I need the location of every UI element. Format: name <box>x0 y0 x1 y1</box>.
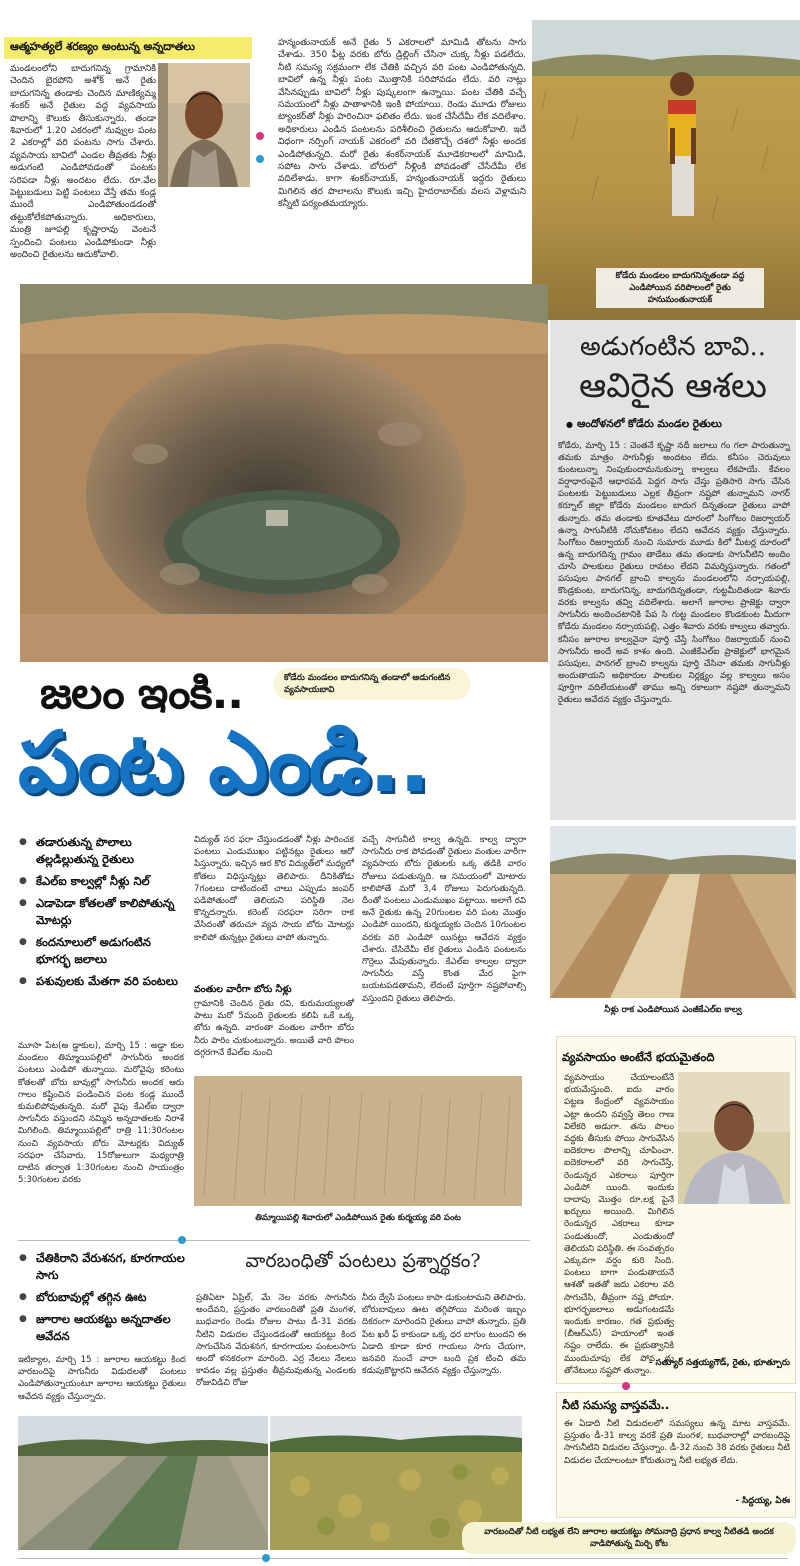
farmer-quote-body-wide <box>564 1206 790 1356</box>
farmer-quote-body: వ్యవసాయం చేయాలంటేనే భయమేస్తుంది. ఐదు వారం పట్టణ కేంద్రంలో వ్యవసాయం ఎట్లా ఉందని నవ్వస్తే తెలం గాణ విలేకరి అడుగా. తను పొలం వద్దకు తీసుకు పోయి సాగువేసిన ఐదెకరాల పొలాన్ని చూపించా. ఐదెకరాలలో వరి సాగుచేస్తే, రెండున్నర ఎకరాలు పూర్తిగా ఎండిపో యింది. ఇందుకు దాదాపు మొత్తం రూ.లక్ష పైనే ఖర్చులు అయింది. మిగిలిన రెండున్నర ఎకరాలు కూడా పండుతుందో, ఎండుతుందో తెలియని పరిస్థితి. ఈ సంవత్సరం ఎక్కువగా వర్షం కురి సింది. పంటలు బాగా పండుతాయనే ఆశతో ఇతతో జదు ఎకరాల వరి సాగుచేసి, తీవ్రంగా నష్ట పోయా. భూగర్భజలాలు అడుగంటడమే ఇందుకు కారణం. గత ప్రభుత్వ (బీఆర్‌ఎస్) హయాంలో ఇంత నష్టం రాలేదు. ఈ ప్రభుత్వానికి ముందుచూపు లేక పోవ డు తోనేటులు నష్టపో తున్నాం. <box>564 1073 674 1376</box>
dry-well-photo <box>20 284 548 662</box>
divider-dot-5 <box>262 1554 270 1562</box>
bullet-item: ● జూరాల ఆయకట్టు అన్నదాతల ఆవేదన <box>16 1311 188 1345</box>
bullet-item: ● ఎడాపెడా కోతలతో కాలిపోతున్న మోటర్లు <box>16 895 186 929</box>
story1-heading: ఆత్మహత్యలే శరణ్యం అంటున్న అన్నదాతలు <box>4 37 252 59</box>
bullet-icon: ● <box>566 420 573 429</box>
main-story-col3: వచ్చే సాగునీటి కాల్వ ఉన్నది. కాల్వ ద్వారా సాగునీరు రాక పోవడంతో రైతులు వంతుల వారీగా వ్యవసాయ బోరు రైతులకు ఒక్క తడికి వారం రోజులు పడుతున్నది. ఆ సమయంలో మోటారు కాలిపోతే మరో 3,4 రోజులు పెరుగుతున్నది. దీంతో పంటలు ఎండుముఖం పట్టాయి. అలాగే రవి అనే రైతుకు ఉన్న 20గుంటల వరి పంట మొత్తం ఎండిపో యిందని, కుర్మయ్యకు చెందిన 10గుంటల వరకు వరి ఎండిపో యినట్లు ఆవేదన వ్యక్తం చేశారు. చేసిదేమీ లేక రైతులు ఎండిన పంటలను గొర్రెలు మేపుతున్నారు. కేఎల్ఐ కాల్వల ద్వారా సాగునీరు వస్తే కొంత మేర పైగా బయటపడతామని, లేదంటే పూర్తిగా నష్టపోవాల్సి వస్తుందని రైతులు తెలిపారు. <box>362 835 526 1004</box>
dry-well-photo-caption: కోడేరు మండలం బాదుగనిన్న తండాలో అడుగంటిన వ్యవసాయబావి <box>274 668 470 700</box>
headline-line2: పంట ఎండి.. <box>18 713 429 811</box>
main-story-col1: మూసా పేట(అ డ్డాకుల), మార్చి 15 : అడ్డా కుల మండలం తిమ్మాయిపల్లిలో సాగునీరు అందక పంటలు ఎండిపో తున్నాయి. మరోవైపు కరెంటు కోతలతో బోరు బావుల్లో సాగునీరు అందక ఆరు గాలం కష్టించిన పండించిన పంట కండ్ల ముందే కుమలిపోవుతున్నది. మరో వైపు కేఎల్ఐ ద్వారా సాగునీరు వస్తుందని నమ్మిన అన్నదాతలకు నిరాశే మిగిలింది. తిమ్మాయిపల్లిలో రాత్రి 11:30గంటల నుంచి వ్యవసాయ బోరు మోటర్లకు విద్యుత్ సరఫరా చేసేవారు. 15రోజులుగా మధ్యరాత్రి దాటిన తర్వాత 1:30గంటల నుంచి సాయంత్రం 5:30గంటల వరకు <box>18 1041 184 1186</box>
headline-line1: జలం ఇంకి.. <box>40 668 244 719</box>
irrigation-canal-photo <box>18 1416 268 1550</box>
story1-text-col1: మండలంలోని బాదుగనిన్న గ్రామానికి చెందిన బైరపోని అశోక్ అనే రైతు బాదుగనిన్న తండాకు చెందిన మాణిక్యమ్మ శంకర్ అనే రైతుల వద్ద వ్యవసాయ పొలాన్ని కౌలుకు తీసుకున్నారు. తండా శివారులో 1.20 ఎకరంలో నువ్వుల పంట 2 ఎకరాల్లో వరి పంటను సాగు చేశారు. వ్యవసాయ బావిలో ఎండల తీవ్రతకు నీళ్లు అడుగంటి ఎండిపోవడంతో పంటకు సరిపడా నీళ్లు అందటం లేదు. రూ.వేల పెట్టుబడులు పెట్టి పంటలు వేస్తే తమ కండ్ల ముందే ఎండిపోతుండడంతో తట్టుకోలేకపోతున్నారు. అధికారులు, మంత్రి జూపల్లి కృష్ణారావు వెంటనే స్పందించి పంటలు ఎండిపోకుండా నీళ్లు అందించి రైతులను ఆదుకోవాలి. <box>10 64 156 261</box>
dried-paddy-photo-caption: తిమ్మాయిపల్లి శివారులో ఎండిపోయిన రైతు కుర్మయ్య వరి పంట <box>255 1213 461 1223</box>
dry-canal-photo <box>550 826 796 998</box>
warabandi-col1: ప్రతిఏటా ఏప్రిల్, మే నెల వరకు సాగునీరు అందేవని, ప్రస్తుతం వారబందితో ప్రతి మంగళ, బుధవారం రెండు రోజుల పాటు డీ-31 వరకు నీటిని విడుదల చేస్తుండడంతో ఆయకట్టు కింద సాగుచేసిన వేరుశనగ, కూరగాయల పంటలసాగు అందో ళనకరంగా మారింది. ఎర్ర నేలలు నేలలు కావడం వల్ల ప్రస్తుతం తీవ్రమవుతున్న ఎండలకు రోజువిడిచి రోజు <box>196 1293 356 1389</box>
bullet-item: ● పశువులకు మేతగా వరి పంటలు <box>16 973 186 990</box>
left-bottom-body: ఇటిక్యాల, మార్చి 15 : జూరాల ఆయకట్టు కింద వారబందిపై సాగునీరు విడుదలతో పంటలు ఎండిపోతున్నాయంటూ జూరాల ఆయకట్టు రైతులు ఆవేదన వ్యక్తం చేస్తున్నారు. <box>18 1355 186 1402</box>
left-bottom-bullets <box>16 1250 188 1350</box>
main-story-col2: విద్యుత్ సర ఫరా చేస్తుండడంతో నీళ్లు పారించక పంటలు ఎండుముఖం పట్టినట్లు రైతులు ఆరో పిస్తున్నారు. ఇచ్చిన ఆర కొర విద్యుత్‌లో మధ్యలో కోతలు విధిస్తున్నట్లు తెలిపారు. దీనికితోడు 7గంటలు దాటిందంటే చాలు ఎప్పుడు జంపర్ పడిపోతుందో తెలియని పరిస్థితి నెల కొన్నదన్నారు. కరెంట్ సరఫరా సరిగా రాక వేసిదంతో తరుచూ వ్యవ సాయ బోరు మోటర్లు కాలిపో తున్నట్లు రైతులు వాపో తున్నారు. <box>194 835 354 943</box>
divider-dot-3 <box>622 1382 630 1390</box>
divider-dot-4 <box>178 1236 186 1244</box>
main-bullets <box>16 834 186 995</box>
water-box-heading: నీటి సమస్య వాస్తవమే.. <box>562 1398 670 1412</box>
dry-canal-photo-caption: నీళ్లు రాక ఎండిపోయిన ఎంజీకేఎల్ఐ కాల్వ <box>604 1005 742 1015</box>
right-feature-body: కోడేరు, మార్చి 15 : చెంతనే కృష్ణా నదీ జలాలు గం గలా పారుతున్నా తమకు మాత్రం సాగునీళ్లు అందటం లేదు. కనీసం చెరువులు కుంటలున్నా నింపుకుందామనుకున్నా కాల్వలు లేకపాయే. కేవలం వర్షాధారంపైనే ఆధారపడి పెద్దగ సాగు చేస్తు ప్రతిసారి సాగు చేసిన పంటలకు పెట్టుబడులు ఎల్లక తీవ్రంగా నష్టపో తున్నామని నాగర్ కర్నూల్ జిల్లా కోడేరు మండలం బాదుగ దిన్నతండా రైతులు వాపో తున్నారు. తమ తండాకు కూతవేటు దూరంలో సింగోటం రిజర్వాయర్ ఉన్నా సాగునీటికి నోచుకోవటం లేదని ఆవేదన వ్యక్తం చేస్తున్నారు. సింగోటం రిజర్వాయర్ నుంచి సుమారు మూడు కిలో మీటర్ల దూరంలో ఉన్న బాదుగదిన్న గ్రామం తాడేటు తమ తండాకు సాగునీటిని అందిం చూసి పాలకులు రైతులు రావటం లేదని విమర్శిస్తున్నారు. గతంలో పసుపుల పానగల్ బ్రాంచి కాల్వను మండలంలోని నర్సాయపల్లి, కొండ్రకుంట, బాదుగనిన్న, బాదుగదిన్నతండా, గుట్టమీదితండా శివారు వరకు కాల్వను తవ్వి వదిలేశారు. అలాగే జూరాల ప్రాజెక్టు ద్వారా సాగునీరు అందించటానికి పేప సి గుట్ట మండలం కొండకుంట మీదుగా కోడేరు మండలం నర్సాయపల్లి, ఎత్తం శివారు వరకు కాల్వలు తవ్వారు. కనీసం జూరాల కాల్వనైనా పూర్తి చేస్తే సింగోటం రిజర్వాయర్ నుంచి సాగునీరు అందే అవ కాశం ఉంది. ఎంజీకేఎల్ఐ ప్రాజెక్టులో భాగమైన పసుపుల, పానగల్ బ్రాంచి కాల్వను పూర్తి చేసినా తమకు సాగునీళ్లు అందుతాయని అధికారుల పాలకుల నిర్లక్ష్యం వల్ల కాల్వలు అసం పూర్తిగా వదిలేయటంతో తాము అన్ని రకాలుగా నష్టపో తున్నామని రైతులు ఆవేదన వ్యక్తం చేస్తున్నారు. <box>558 441 790 705</box>
bullet-item: ● చేతికిరాని వేరుశనగ, కూరగాయల సాగు <box>16 1250 188 1284</box>
right-feature-title-line1: అడుగంటిన బావి.. <box>579 332 767 362</box>
paddy-field-photo-caption: కోడేరు మండలం బాదుగనిన్నతండా వద్ద ఎండిపోయిన వరిపొలంలో రైతు హనుమంతునాయక్ <box>596 268 764 308</box>
bullet-item: ● తడారుతున్న పొలాలు తల్లడిల్లుతున్న రైతులు <box>16 834 186 868</box>
bottom-photo-caption: వారబందితో నీటి లభ్యత లేని జూరాల ఆయకట్టు సోమనాద్రి ప్రధాన కాల్వ నీటితడి అందక వాడిపోతున్న మిర్చి కోట <box>462 1522 796 1554</box>
story1-text-col2: హన్మంతునాయక్ అనే రైతు 5 ఎకరాలలో మామిడి తోటను సాగు చేశాడు. 350 ఫీట్ల వరకు బోరు డ్రిల్లింగ్ చేసినా చుక్క నీళ్లు పడలేదు. నీటి సమస్య సక్రమంగా లేక చేతికి వచ్చిన వరి పంట ఎండిపోతున్నది. బావిలో ఉన్న నీళ్లు పంట మొత్తానికి సరిపోవడం లేదు. వరి నాట్లు వేసినప్పుడు బావిలో నీళ్లు పుష్కలంగా ఉన్నాయి. పంట చేతికి వచ్చే సమయంలో నీళ్లు పాతాళానికి ఇంకి పోయాయి. రెండు మూడు రోజులు ట్యాంకర్‌తో నీళ్లు పారించినా ఫలితం లేదు. ఇంక చేసేదేమీ లేక వదిలేశాం. అధికారులు ఎండిన పంటలను పరిశీలించి రైతులను ఆదుకోవాలి. ఇదే విధంగా నర్సింగ్ నాయక్ ఎకరంలో వరి దేతకొచ్చే దశలో నీళ్లు అందక ఎండిపోతున్నది. మరో రైతు శంకర్‌నాయక్ మూడెకరాలలో మామిడి, సపోట సాగు చేశాడు. బోరులో నీళ్లింకి పోవడంతో చేసేదేమీ లేక వదిలేశాడు. కాగా శంకర్‌నాయక్, హన్మంతునాయక్ ఇద్దరు రైతులు మిగిలిన తర పొలాలను కౌలుకు ఇచ్చి హైదరాబాద్‌కు వలస వెళ్లామని కన్నీటి పర్యంతమయ్యారు. <box>278 38 526 210</box>
farmer-quote-heading: వ్యవసాయం అంటేనే భయమైతంది <box>562 1050 715 1064</box>
farmer-portrait-photo <box>158 63 250 187</box>
bullet-item: ● కందనూలులో అడుగంటిన భూగర్భ జలాలు <box>16 934 186 968</box>
divider-dot <box>256 132 264 140</box>
water-box-body: ఈ ఏడాది నీటి విడుదలలో సమస్యలు ఉన్న మాట వాస్తవమే. ప్రస్తుతం డీ-31 కాల్వ వరకే ప్రతి మంగళ, బుధవారాల్లో వారబందిపై సాగునీటిని విడుదల చేస్తున్నాం. డీ-32 నుంచి 38 వరకు రైతులు నీటి విడుదల చేయాలంటూ కోరుతున్నా నీటి లభ్యత లేదు. <box>564 1419 791 1466</box>
warabandi-col2: నీరు ద్వేసే పంటలు కాపా డుకుంటామని తెలిపారు. బోరుబావులు ఊట తగ్గిపోయి మరింత ఇబ్బం దికరంగా మారిందని రైతులు వాపో తున్నారు. ప్రతి పేట ఖరీ ఫ్ కాకుండా ఒక్క ధర బాగుం టుందని ఈ ఏడాది కూడా కూర గాయలు సాగు చేయగా, జనవరి నుంచే వారా బంది ప్రక టించి తమ కడుపుకొట్టారని ఆవేదన వ్యక్తం చేస్తున్నారు. <box>362 1293 526 1377</box>
warabandi-heading: వారబంధితో పంటలు ప్రశ్నార్థకం? <box>245 1250 481 1272</box>
section-divider <box>18 1240 530 1241</box>
right-feature-title-line2: ఆవిరైన ఆశలు <box>579 366 767 406</box>
dried-paddy-photo <box>194 1076 522 1206</box>
divider-dot-2 <box>256 155 264 163</box>
water-box-attribution: - సిద్దయ్య, ఏఈ <box>735 1496 790 1506</box>
bullet-item: ● బోరుబావుల్లో తగ్గిన ఊట <box>16 1289 188 1306</box>
right-feature-subtitle <box>566 418 796 433</box>
main-story-col2-subheading: వంతుల వారీగా బోరు నీళ్లు <box>194 984 292 995</box>
main-story-col2-rest: గ్రామానికి చెందిన రైతు రవి, కురుమయ్యలతో పాటు మరో 5మంది రైతులకు కలిపి ఒకే ఒక్క బోరు ఉన్నది. వారంతా వంతుల వారీగా బోరు నీరు పారిం చుకుంటున్నారు. అయితే వారి పొలం దగ్గరగానే కేఎల్ఐ నుంచి <box>194 999 354 1058</box>
story1-text-col1-tail <box>10 188 268 272</box>
farmer-quote-attribution: - సత్యూర్ సత్తయ్యగౌడ్, రైతు, భూత్పూరు <box>649 1358 790 1368</box>
right-feature-subtitle-text: ఆందోళనలో కోడేరు మండల రైతులు <box>576 418 722 430</box>
bottom-divider <box>18 1558 788 1559</box>
bullet-item: ● కేఎల్ఐ కాల్వల్లో నీళ్లు నిల్ <box>16 873 186 890</box>
farmer-quote-photo <box>678 1072 790 1204</box>
